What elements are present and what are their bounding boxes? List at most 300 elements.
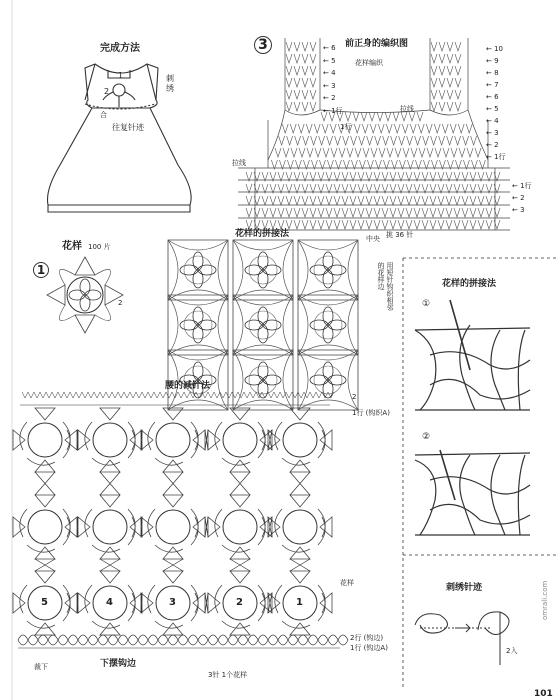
lattice-link (141, 430, 142, 450)
body-stitch (286, 208, 292, 217)
waist-flower (268, 495, 332, 559)
join-motif (168, 240, 228, 300)
body-stitch (350, 196, 356, 205)
hem-edge (298, 635, 308, 645)
body-stitch (459, 148, 465, 157)
join-motif (233, 295, 293, 355)
right-row-label-0: ← 10 (486, 45, 503, 53)
body-stitch (407, 136, 413, 145)
body-stitch (361, 112, 367, 121)
body-stitch (377, 112, 383, 121)
body-stitch (409, 112, 415, 121)
hem-edge (58, 635, 68, 645)
decrease-mark (94, 392, 100, 398)
body-stitch (318, 196, 324, 205)
hem-stitch-note: 3针 1个花样 (208, 671, 248, 679)
decrease-mark (250, 392, 256, 398)
body-stitch (366, 208, 372, 217)
body-stitch (393, 112, 399, 121)
left-row-label-5: ← 1行 (323, 106, 343, 115)
body-stitch (275, 148, 281, 157)
body-stitch (353, 112, 359, 121)
left-row-label-4: ← 2 (323, 94, 336, 102)
front-bodice-pattern-label: 花样编织 (355, 59, 383, 67)
finish-method-title: 完成方法 (100, 43, 140, 54)
body-stitch (446, 196, 452, 205)
hem-edge (178, 635, 188, 645)
body-stitch (470, 208, 476, 217)
motif-title: 花样 (62, 241, 82, 252)
body-stitch (438, 208, 444, 217)
body-stitch (334, 208, 340, 217)
decrease-mark (208, 392, 214, 398)
decrease-mark (58, 392, 64, 398)
body-stitch (402, 124, 408, 133)
body-stitch (287, 136, 293, 145)
strap-stitch (431, 78, 437, 87)
body-stitch (310, 196, 316, 205)
body-stitch (462, 196, 468, 205)
waist-row-1: 1行 (钩织A) (352, 409, 390, 417)
body-stitch (354, 124, 360, 133)
body-stitch (358, 196, 364, 205)
body-stitch (370, 124, 376, 133)
body-stitch (290, 124, 296, 133)
join-motif (298, 240, 358, 300)
body-stitch (401, 112, 407, 121)
finish-label-2: 2 (104, 87, 110, 96)
waist-flower (268, 408, 332, 472)
decrease-mark (244, 392, 250, 398)
waist-flower (208, 495, 272, 559)
body-stitch (467, 148, 473, 157)
hem-edging-title: 下摆钩边 (100, 659, 137, 669)
body-stitch (345, 112, 351, 121)
hem-edge (88, 635, 98, 645)
lattice-link (268, 593, 272, 613)
lattice-link (100, 472, 120, 495)
strap-stitch (286, 102, 292, 111)
strap-stitch (447, 78, 453, 87)
body-stitch (374, 220, 380, 229)
body-stitch (303, 136, 309, 145)
front-bodice-left-pickup: 拉线 (232, 159, 246, 167)
body-stitch (410, 124, 416, 133)
body-stitch (323, 148, 329, 157)
waist-flower (141, 495, 205, 559)
lattice-link (205, 430, 208, 450)
right-row-label-9: ← 1行 (486, 153, 506, 161)
body-stitch (347, 148, 353, 157)
hem-edge (18, 635, 28, 645)
body-stitch (262, 208, 268, 217)
right-row-label-6: ← 4 (486, 117, 499, 125)
waist-flower (141, 408, 205, 472)
hem-edge (208, 635, 218, 645)
body-stitch (334, 220, 340, 229)
waist-decrease-title: 腰的减针法 (165, 381, 211, 391)
body-stitch (322, 124, 328, 133)
hem-edge (38, 635, 48, 645)
body-stitch (443, 148, 449, 157)
body-stitch (326, 196, 332, 205)
body-stitch (475, 148, 481, 157)
body-stitch (430, 208, 436, 217)
lattice-link (77, 593, 78, 613)
lattice-link (77, 430, 78, 450)
strap-stitch (447, 54, 453, 63)
body-stitch (342, 196, 348, 205)
body-stitch (406, 208, 412, 217)
lattice-link (268, 430, 272, 450)
body-stitch (486, 220, 492, 229)
body-stitch (375, 136, 381, 145)
strap-stitch (294, 66, 300, 75)
strap-stitch (302, 78, 308, 87)
hem-edge (238, 635, 248, 645)
hem-edge (268, 635, 278, 645)
body-stitch (486, 208, 492, 217)
body-stitch (455, 136, 461, 145)
right-row-label-5: ← 5 (486, 105, 499, 113)
body-stitch (387, 148, 393, 157)
strap-stitch (455, 42, 461, 51)
body-stitch (339, 148, 345, 157)
body-stitch (367, 136, 373, 145)
right-row-label-1: ← 9 (486, 57, 499, 65)
decrease-mark (52, 392, 58, 398)
body-stitch (395, 148, 401, 157)
body-stitch (478, 220, 484, 229)
body-stitch (314, 124, 320, 133)
body-stitch (359, 136, 365, 145)
decrease-mark (76, 392, 82, 398)
body-stitch (486, 196, 492, 205)
body-stitch (310, 220, 316, 229)
body-stitch (451, 148, 457, 157)
body-stitch (382, 208, 388, 217)
body-stitch (406, 220, 412, 229)
right-row-label-3: ← 7 (486, 81, 499, 89)
waist-flower (78, 408, 142, 472)
body-stitch (278, 220, 284, 229)
body-stitch (446, 208, 452, 217)
body-stitch (422, 196, 428, 205)
body-stitch (414, 196, 420, 205)
decrease-mark (184, 392, 190, 398)
body-stitch (454, 220, 460, 229)
decrease-mark (154, 392, 160, 398)
strap-stitch (302, 90, 308, 99)
body-stitch (418, 124, 424, 133)
body-stitch (450, 124, 456, 133)
hem-edge (128, 635, 138, 645)
body-stitch (374, 208, 380, 217)
front-bodice-center: 中央 (366, 235, 380, 243)
strap-stitch (294, 90, 300, 99)
decrease-mark (148, 392, 154, 398)
motif-join-title: 花样的拼接法 (235, 229, 290, 239)
body-stitch (383, 136, 389, 145)
body-stitch (382, 196, 388, 205)
strap-stitch (431, 66, 437, 75)
embroidery-trace-label: 2入 (506, 647, 518, 655)
body-stitch (385, 112, 391, 121)
body-stitch (470, 196, 476, 205)
decrease-mark (142, 392, 148, 398)
body-stitch (399, 136, 405, 145)
body-stitch (447, 136, 453, 145)
strap-stitch (455, 102, 461, 111)
waist-decrease-chart (13, 392, 348, 648)
decrease-mark (136, 392, 142, 398)
strap-stitch (286, 78, 292, 87)
decrease-mark (298, 392, 304, 398)
motif-join-note: 用短针钩织相邻 的花样边 (377, 262, 394, 311)
body-stitch (295, 136, 301, 145)
body-stitch (391, 136, 397, 145)
motif-1-badge: 1 (33, 262, 49, 278)
body-stitch (398, 196, 404, 205)
decrease-mark (160, 392, 166, 398)
decrease-mark (274, 392, 280, 398)
body-stitch (378, 124, 384, 133)
strap-stitch (431, 54, 437, 63)
body-stitch (434, 124, 440, 133)
body-stitch (426, 124, 432, 133)
body-stitch (435, 148, 441, 157)
lattice-link (230, 559, 250, 571)
decrease-mark (82, 392, 88, 398)
join-step-1: ① (422, 299, 431, 309)
strap-stitch (310, 66, 316, 75)
bottom-row-label-2: ← 3 (512, 206, 525, 214)
hem-edge (258, 635, 268, 645)
body-stitch (390, 196, 396, 205)
finish-label-1: 1 (118, 71, 124, 80)
body-stitch (446, 220, 452, 229)
body-stitch (307, 148, 313, 157)
body-stitch (326, 208, 332, 217)
strap-stitch (439, 66, 445, 75)
strap-stitch (310, 90, 316, 99)
lattice-link (290, 472, 310, 495)
page-number: 101 (534, 689, 553, 699)
decrease-mark (40, 392, 46, 398)
body-stitch (286, 196, 292, 205)
lattice-link (35, 472, 55, 495)
body-stitch (343, 136, 349, 145)
lattice-link (268, 517, 272, 537)
front-bodice-mid-label: 1行 (340, 123, 352, 131)
body-stitch (270, 208, 276, 217)
body-stitch (471, 136, 477, 145)
body-stitch (414, 208, 420, 217)
strap-stitch (310, 102, 316, 111)
body-stitch (358, 220, 364, 229)
body-stitch (315, 148, 321, 157)
strap-stitch (310, 54, 316, 63)
decrease-mark (34, 392, 40, 398)
body-stitch (398, 220, 404, 229)
body-stitch (431, 136, 437, 145)
body-stitch (478, 208, 484, 217)
body-stitch (270, 196, 276, 205)
embroidery-trace-title: 刺绣针迹 (446, 583, 483, 593)
body-stitch (350, 220, 356, 229)
decrease-mark (100, 392, 106, 398)
body-stitch (417, 112, 423, 121)
join-motif (298, 350, 358, 410)
hem-edge (118, 635, 128, 645)
motif-round-label: 2 (118, 299, 123, 307)
strap-stitch (455, 54, 461, 63)
body-stitch (311, 136, 317, 145)
hem-edge (48, 635, 58, 645)
body-stitch (246, 208, 252, 217)
left-row-label-2: ← 4 (323, 69, 336, 77)
hem-edge (338, 635, 348, 645)
hem-edge (288, 635, 298, 645)
strap-stitch (286, 66, 292, 75)
decrease-mark (118, 392, 124, 398)
body-stitch (478, 196, 484, 205)
strap-stitch (447, 66, 453, 75)
body-stitch (355, 148, 361, 157)
body-stitch (454, 208, 460, 217)
left-row-label-3: ← 3 (323, 81, 336, 90)
waist-flower (13, 495, 77, 559)
hem-edge (68, 635, 78, 645)
decrease-mark (64, 392, 70, 398)
waist-motif-number: 2 (236, 597, 243, 608)
decrease-mark (28, 392, 34, 398)
join-motif (168, 350, 228, 410)
hem-edge (138, 635, 148, 645)
body-stitch (246, 196, 252, 205)
waist-flower (208, 408, 272, 472)
strap-stitch (455, 78, 461, 87)
strap-stitch (286, 54, 292, 63)
lattice-link (163, 559, 183, 571)
strap-stitch (455, 90, 461, 99)
body-stitch (419, 148, 425, 157)
body-stitch (282, 124, 288, 133)
lattice-link (77, 517, 78, 537)
strap-stitch (431, 102, 437, 111)
decrease-mark (46, 392, 52, 398)
decrease-mark (112, 392, 118, 398)
body-stitch (466, 124, 472, 133)
finish-embroidery-label: 刺 绣 (166, 74, 174, 93)
body-stitch (262, 220, 268, 229)
decrease-mark (196, 392, 202, 398)
hem-edge (198, 635, 208, 645)
hem-edge (98, 635, 108, 645)
body-stitch (342, 220, 348, 229)
waist-side-label: 花样 (340, 579, 354, 587)
motif-count: 100 片 (88, 243, 111, 251)
body-stitch (403, 148, 409, 157)
body-stitch (330, 124, 336, 133)
decrease-mark (106, 392, 112, 398)
body-stitch (366, 220, 372, 229)
body-stitch (302, 208, 308, 217)
strap-stitch (310, 78, 316, 87)
body-stitch (298, 124, 304, 133)
strap-stitch (447, 42, 453, 51)
body-stitch (262, 196, 268, 205)
left-row-label-1: ← 5 (323, 56, 336, 65)
hem-row-label-1: 1行 (钩边A) (350, 644, 388, 652)
body-stitch (422, 208, 428, 217)
body-stitch (454, 196, 460, 205)
body-stitch (334, 196, 340, 205)
left-row-label-0: ← 6 (323, 44, 336, 52)
strap-stitch (302, 66, 308, 75)
body-stitch (415, 136, 421, 145)
decrease-mark (124, 392, 130, 398)
decrease-mark (178, 392, 184, 398)
hem-edge (148, 635, 158, 645)
body-stitch (386, 124, 392, 133)
section-3-badge: 3 (254, 36, 272, 54)
body-stitch (310, 208, 316, 217)
lattice-link (163, 472, 183, 495)
body-stitch (422, 220, 428, 229)
strap-stitch (439, 54, 445, 63)
body-stitch (319, 136, 325, 145)
body-stitch (430, 220, 436, 229)
hem-edge (228, 635, 238, 645)
strap-stitch (302, 42, 308, 51)
body-stitch (379, 148, 385, 157)
body-stitch (326, 220, 332, 229)
body-stitch (438, 220, 444, 229)
hem-edge (308, 635, 318, 645)
join-motif (233, 240, 293, 300)
lattice-link (35, 559, 55, 571)
body-stitch (398, 208, 404, 217)
body-stitch (411, 148, 417, 157)
front-bodice-stitch-grid (246, 39, 500, 229)
body-stitch (270, 220, 276, 229)
body-stitch (302, 196, 308, 205)
body-stitch (335, 136, 341, 145)
hem-edge (218, 635, 228, 645)
right-row-label-4: ← 6 (486, 93, 499, 101)
hem-edge (28, 635, 38, 645)
front-bodice-title: 前正身的编织图 (345, 39, 409, 49)
finish-seam-mark: 合 (100, 111, 107, 119)
body-stitch (299, 148, 305, 157)
body-stitch (366, 196, 372, 205)
motif-1-diagram (47, 257, 123, 333)
hem-edge (188, 635, 198, 645)
body-stitch (358, 208, 364, 217)
body-stitch (327, 136, 333, 145)
lattice-link (205, 517, 208, 537)
body-stitch (390, 208, 396, 217)
hem-edge (158, 635, 168, 645)
body-stitch (350, 208, 356, 217)
hem-left-label: 裁下 (34, 663, 48, 671)
body-stitch (462, 220, 468, 229)
strap-stitch (286, 42, 292, 51)
hem-edge (328, 635, 338, 645)
right-row-label-2: ← 8 (486, 69, 499, 77)
hem-edge (108, 635, 118, 645)
